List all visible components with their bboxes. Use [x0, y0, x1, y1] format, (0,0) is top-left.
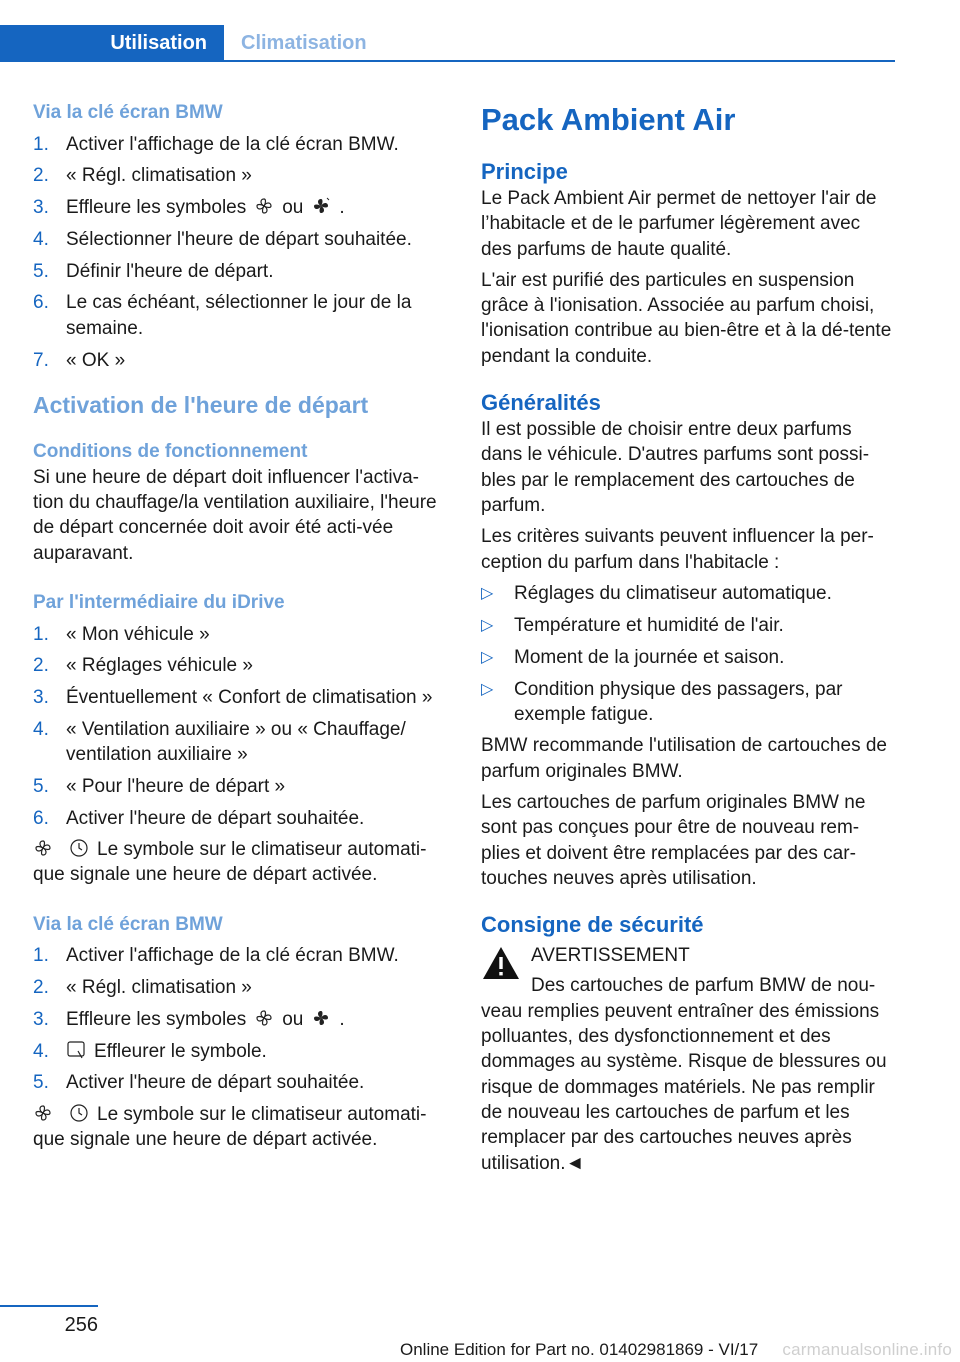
step: 1. Activer l'affichage de la clé écran BMW.	[33, 945, 399, 967]
warning-text: Des cartouches de parfum BMW de nou‐veau remplies peuvent entraîner des émissions polluantes, des dysfonctionnement et des dommages au système. Risque de blessures ou risque de dommages matériels. Ne pas remplir de nouveau les cartouches de parfum et les remplacer par des cartouches neuves après utilisation.◄	[481, 975, 887, 1174]
tab-utilisation[interactable]: Utilisation	[0, 25, 224, 62]
step: 1. « Mon véhicule »	[33, 623, 210, 645]
criteria-list	[481, 581, 896, 727]
principe-p2: L'air est purifié des particules en suspension grâce à l'ionisation. Associée au parfum choisi, l'ionisation contribue au bien-être et à la dé‐tente pendant la conduite.	[481, 269, 892, 367]
clock-icon	[69, 838, 89, 858]
step: 5. « Pour l'heure de départ »	[33, 776, 286, 798]
fan-icon	[33, 1103, 53, 1123]
step: 4. « Ventilation auxiliaire » ou « Chauffage/ ventilation auxiliaire »	[33, 718, 406, 766]
step: 3. Effleure les symboles ou .	[33, 1008, 345, 1030]
generalites-p2: Les critères suivants peuvent influencer la per‐ception du parfum dans l'habitacle :	[481, 526, 874, 573]
activation-title: Activation de l'heure de départ	[33, 391, 369, 418]
fan-icon	[33, 838, 53, 858]
step: 6. Le cas échéant, sélectionner le jour de la semaine.	[33, 292, 412, 339]
step: 2. « Réglages véhicule »	[33, 655, 253, 677]
footer-rule	[0, 1305, 98, 1307]
generalites-p3: BMW recommande l'utilisation de cartouches de parfum originales BMW.	[481, 735, 887, 782]
principe-title: Principe	[481, 159, 568, 184]
step: 1. Activer l'affichage de la clé écran BMW.	[33, 133, 399, 155]
generalites-title: Généralités	[481, 390, 601, 416]
page-number: 256	[64, 1314, 98, 1336]
warning-triangle-icon	[481, 945, 521, 981]
tab-climatisation[interactable]: Climatisation	[241, 32, 367, 54]
step: 3. Éventuellement « Confort de climatisation »	[33, 687, 433, 709]
idrive-title: Par l'intermédiaire du iDrive	[33, 592, 285, 614]
fan-icon	[254, 196, 274, 216]
list-item: ▷ Moment de la journée et saison.	[481, 645, 896, 670]
steps-idrive	[33, 622, 448, 832]
right-column	[481, 100, 896, 1176]
steps-cle-ecran-1	[33, 132, 448, 373]
triangle-bullet-icon: ▷	[481, 648, 494, 666]
left-column	[33, 100, 448, 1152]
list-item: ▷ Température et humidité de l'air.	[481, 613, 896, 638]
securite-title: Consigne de sécurité	[481, 912, 704, 938]
conditions-title: Conditions de fonctionnement	[33, 440, 308, 462]
step: 3. Effleure les symboles ou .	[33, 197, 345, 219]
step: 4. Sélectionner l'heure de départ souhaitée.	[33, 228, 412, 250]
header-tabs	[0, 25, 895, 62]
list-item: ▷ Condition physique des passagers, par exemple fatigue.	[481, 678, 843, 726]
list-item: ▷ Réglages du climatiseur automatique.	[481, 581, 896, 606]
principe-p1: Le Pack Ambient Air permet de nettoyer l'air de l’habitacle et de le parfumer légèrement avec des parfums de haute qualité.	[481, 188, 877, 260]
triangle-bullet-icon: ▷	[481, 617, 494, 635]
step: 5. Activer l'heure de départ souhaitée.	[33, 1072, 365, 1094]
fan-hatched-icon	[311, 1008, 331, 1028]
step: 6. Activer l'heure de départ souhaitée.	[33, 807, 365, 829]
touch-icon	[66, 1040, 86, 1060]
conditions-text: Si une heure de départ doit influencer l'activa‐tion du chauffage/la ventilation auxiliaire, l'heure de départ concernée doit avoir été acti‐vée auparavant.	[33, 466, 437, 564]
step: 7. « OK »	[33, 349, 126, 371]
edition-text: Online Edition for Part no. 01402981869 - VI/17	[400, 1340, 759, 1359]
watermark: carmanualsonline.info	[782, 1340, 952, 1359]
step: 2. « Régl. climatisation »	[33, 977, 252, 999]
step: 5. Définir l'heure de départ.	[33, 260, 274, 282]
cle-ecran-note: Le symbole sur le climatiseur automati‐que signale une heure de départ activée.	[33, 1103, 427, 1151]
triangle-bullet-icon: ▷	[481, 585, 494, 603]
step: 4. Effleurer le symbole.	[33, 1040, 267, 1062]
pack-ambient-air-title: Pack Ambient Air	[481, 102, 736, 137]
generalites-p4: Les cartouches de parfum originales BMW ne sont pas conçues pour être de nouveau rem‐plies et doivent être remplacées par des car‐touches neuves après utilisation.	[481, 791, 866, 889]
generalites-p1: Il est possible de choisir entre deux parfums dans le véhicule. D'autres parfums sont possi‐bles par le remplacement des cartouches de parfum.	[481, 419, 870, 516]
fan-icon	[254, 1008, 274, 1028]
step: 2. « Régl. climatisation »	[33, 165, 252, 187]
section-title-cle-ecran-1: Via la clé écran BMW	[33, 102, 223, 123]
warning-label: AVERTISSEMENT	[531, 945, 690, 967]
idrive-note: Le symbole sur le climatiseur automati‐que signale une heure de départ activée.	[33, 839, 427, 886]
section-title-cle-ecran-2: Via la clé écran BMW	[33, 913, 223, 935]
header-rule	[0, 60, 895, 62]
steps-cle-ecran-2	[33, 943, 448, 1095]
clock-icon	[69, 1103, 89, 1123]
triangle-bullet-icon: ▷	[481, 680, 494, 698]
fan-hatched-icon	[311, 196, 331, 216]
warning-block	[481, 943, 896, 968]
